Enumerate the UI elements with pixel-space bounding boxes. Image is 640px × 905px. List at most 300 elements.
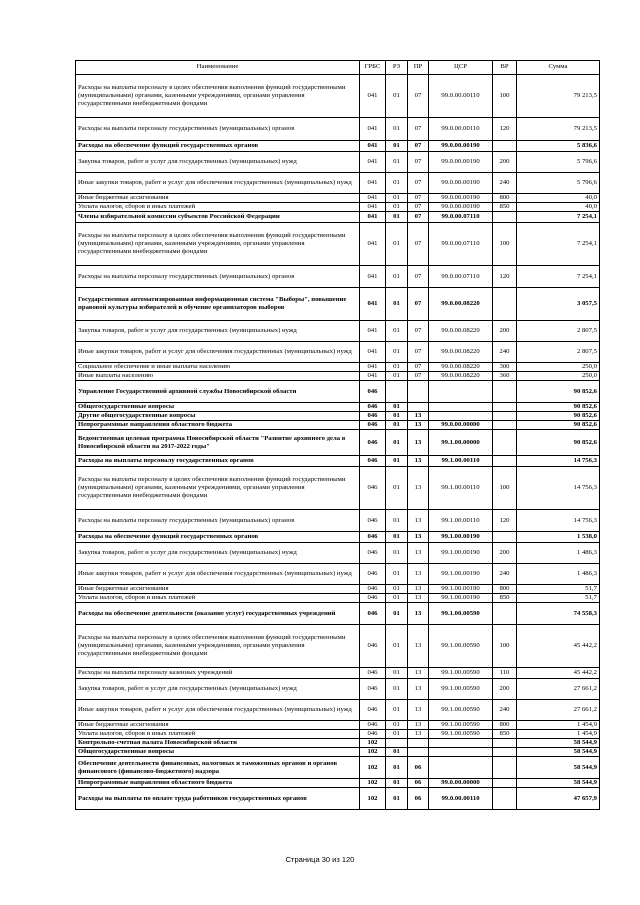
header-sum: Сумма bbox=[517, 61, 600, 75]
cell-rz: 01 bbox=[386, 372, 408, 381]
cell-sum: 7 254,1 bbox=[517, 212, 600, 223]
cell-csr: 99.1.00.00190 bbox=[429, 594, 493, 603]
cell-vr bbox=[493, 779, 517, 788]
cell-pr: 13 bbox=[408, 412, 429, 421]
cell-sum: 5 796,6 bbox=[517, 152, 600, 173]
cell-grbs: 046 bbox=[360, 456, 386, 467]
cell-rz: 01 bbox=[386, 757, 408, 779]
cell-sum: 14 756,3 bbox=[517, 456, 600, 467]
cell-csr: 99.0.00.07110 bbox=[429, 212, 493, 223]
cell-csr: 99.1.00.00110 bbox=[429, 467, 493, 510]
cell-rz: 01 bbox=[386, 421, 408, 430]
table-row bbox=[76, 421, 600, 430]
cell-name: Закупка товаров, работ и услуг для государственных (муниципальных) нужд bbox=[76, 543, 360, 564]
cell-name: Иные бюджетные ассигнования bbox=[76, 585, 360, 594]
cell-vr bbox=[493, 456, 517, 467]
cell-pr: 13 bbox=[408, 730, 429, 739]
cell-pr: 13 bbox=[408, 510, 429, 532]
page-number: Страница 30 из 120 bbox=[285, 855, 355, 864]
cell-grbs: 046 bbox=[360, 564, 386, 585]
cell-vr bbox=[493, 603, 517, 625]
cell-pr: 13 bbox=[408, 532, 429, 543]
cell-rz: 01 bbox=[386, 412, 408, 421]
cell-csr: 99.1.00.00590 bbox=[429, 603, 493, 625]
cell-csr: 99.1.00.00590 bbox=[429, 668, 493, 679]
cell-csr: 99.0.00.00190 bbox=[429, 203, 493, 212]
cell-rz: 01 bbox=[386, 788, 408, 810]
cell-pr: 13 bbox=[408, 679, 429, 700]
cell-rz: 01 bbox=[386, 730, 408, 739]
cell-sum: 14 756,3 bbox=[517, 467, 600, 510]
cell-grbs: 046 bbox=[360, 679, 386, 700]
cell-vr bbox=[493, 403, 517, 412]
cell-csr: 99.0.00.00000 bbox=[429, 421, 493, 430]
cell-pr: 13 bbox=[408, 585, 429, 594]
cell-vr bbox=[493, 757, 517, 779]
cell-grbs: 046 bbox=[360, 668, 386, 679]
cell-name: Государственная автоматизированная информационная система "Выборы", повышение правовой культуры избирателей и обучение организаторов выборов bbox=[76, 288, 360, 321]
table-row bbox=[76, 700, 600, 721]
cell-grbs: 046 bbox=[360, 467, 386, 510]
cell-pr: 13 bbox=[408, 421, 429, 430]
cell-vr: 200 bbox=[493, 679, 517, 700]
cell-name: Закупка товаров, работ и услуг для государственных (муниципальных) нужд bbox=[76, 321, 360, 342]
cell-name: Обеспечение деятельности финансовых, налоговых и таможенных органов и органов финансового (финансово-бюджетного) надзора bbox=[76, 757, 360, 779]
table-row bbox=[76, 585, 600, 594]
cell-name: Расходы на обеспечение функций государственных органов bbox=[76, 532, 360, 543]
cell-vr: 360 bbox=[493, 372, 517, 381]
cell-vr: 850 bbox=[493, 594, 517, 603]
cell-rz: 01 bbox=[386, 266, 408, 288]
cell-sum: 90 852,6 bbox=[517, 430, 600, 456]
cell-pr: 07 bbox=[408, 173, 429, 194]
cell-name: Расходы на выплаты персоналу государственных органов bbox=[76, 456, 360, 467]
cell-pr: 13 bbox=[408, 625, 429, 668]
cell-name: Иные закупки товаров, работ и услуг для обеспечения государственных (муниципальных) нужд bbox=[76, 173, 360, 194]
table-row bbox=[76, 430, 600, 456]
cell-sum: 7 254,1 bbox=[517, 266, 600, 288]
cell-rz: 01 bbox=[386, 342, 408, 363]
cell-pr: 13 bbox=[408, 668, 429, 679]
cell-rz: 01 bbox=[386, 118, 408, 141]
table-row bbox=[76, 721, 600, 730]
table-row bbox=[76, 194, 600, 203]
cell-pr: 07 bbox=[408, 212, 429, 223]
cell-name: Иные бюджетные ассигнования bbox=[76, 721, 360, 730]
cell-grbs: 102 bbox=[360, 757, 386, 779]
cell-pr: 07 bbox=[408, 342, 429, 363]
cell-rz: 01 bbox=[386, 679, 408, 700]
cell-sum: 79 213,5 bbox=[517, 75, 600, 118]
cell-csr: 99.0.00.00110 bbox=[429, 75, 493, 118]
cell-vr: 200 bbox=[493, 321, 517, 342]
cell-grbs: 046 bbox=[360, 381, 386, 403]
cell-sum: 58 544,9 bbox=[517, 739, 600, 748]
cell-vr: 200 bbox=[493, 543, 517, 564]
cell-pr bbox=[408, 739, 429, 748]
cell-vr: 120 bbox=[493, 118, 517, 141]
cell-vr: 120 bbox=[493, 510, 517, 532]
cell-sum: 5 836,6 bbox=[517, 141, 600, 152]
cell-name: Иные закупки товаров, работ и услуг для обеспечения государственных (муниципальных) нужд bbox=[76, 342, 360, 363]
table-row bbox=[76, 739, 600, 748]
cell-sum: 14 756,3 bbox=[517, 510, 600, 532]
table-row bbox=[76, 342, 600, 363]
cell-sum: 47 657,9 bbox=[517, 788, 600, 810]
cell-csr: 99.1.00.00590 bbox=[429, 679, 493, 700]
cell-csr: 99.0.00.00190 bbox=[429, 194, 493, 203]
cell-grbs: 046 bbox=[360, 721, 386, 730]
cell-vr: 100 bbox=[493, 75, 517, 118]
cell-name: Расходы на обеспечение функций государственных органов bbox=[76, 141, 360, 152]
cell-grbs: 041 bbox=[360, 203, 386, 212]
cell-name: Непрограммные направления областного бюджета bbox=[76, 421, 360, 430]
cell-rz: 01 bbox=[386, 700, 408, 721]
cell-name: Закупка товаров, работ и услуг для государственных (муниципальных) нужд bbox=[76, 679, 360, 700]
cell-csr: 99.0.00.08220 bbox=[429, 321, 493, 342]
table-row bbox=[76, 372, 600, 381]
cell-rz: 01 bbox=[386, 625, 408, 668]
table-row bbox=[76, 288, 600, 321]
table-row bbox=[76, 788, 600, 810]
cell-pr: 07 bbox=[408, 223, 429, 266]
cell-vr: 100 bbox=[493, 223, 517, 266]
cell-vr: 110 bbox=[493, 668, 517, 679]
cell-sum: 90 852,6 bbox=[517, 421, 600, 430]
table-row bbox=[76, 467, 600, 510]
cell-rz: 01 bbox=[386, 603, 408, 625]
cell-name: Расходы на выплаты по оплате труда работников государственных органов bbox=[76, 788, 360, 810]
cell-sum: 1 454,9 bbox=[517, 721, 600, 730]
cell-vr: 240 bbox=[493, 342, 517, 363]
cell-pr: 13 bbox=[408, 721, 429, 730]
cell-sum: 1 486,3 bbox=[517, 564, 600, 585]
cell-grbs: 041 bbox=[360, 372, 386, 381]
cell-pr bbox=[408, 403, 429, 412]
cell-grbs: 046 bbox=[360, 625, 386, 668]
table-row bbox=[76, 173, 600, 194]
cell-name: Другие общегосударственные вопросы bbox=[76, 412, 360, 421]
table-row bbox=[76, 118, 600, 141]
cell-name: Социальное обеспечение и иные выплаты населению bbox=[76, 363, 360, 372]
cell-pr: 06 bbox=[408, 788, 429, 810]
cell-sum: 58 544,9 bbox=[517, 757, 600, 779]
cell-pr: 07 bbox=[408, 363, 429, 372]
cell-rz: 01 bbox=[386, 585, 408, 594]
cell-name: Иные закупки товаров, работ и услуг для обеспечения государственных (муниципальных) нужд bbox=[76, 700, 360, 721]
table-row bbox=[76, 403, 600, 412]
cell-vr bbox=[493, 421, 517, 430]
cell-grbs: 041 bbox=[360, 173, 386, 194]
table-row bbox=[76, 266, 600, 288]
cell-csr bbox=[429, 381, 493, 403]
cell-rz: 01 bbox=[386, 748, 408, 757]
table-row bbox=[76, 748, 600, 757]
cell-grbs: 041 bbox=[360, 194, 386, 203]
cell-pr: 13 bbox=[408, 603, 429, 625]
cell-name: Расходы на выплаты персоналу государственных (муниципальных) органов bbox=[76, 118, 360, 141]
cell-rz: 01 bbox=[386, 594, 408, 603]
cell-csr: 99.1.00.00590 bbox=[429, 625, 493, 668]
cell-pr: 07 bbox=[408, 266, 429, 288]
cell-grbs: 046 bbox=[360, 700, 386, 721]
cell-csr bbox=[429, 403, 493, 412]
cell-csr: 99.1.00.00000 bbox=[429, 430, 493, 456]
cell-sum: 7 254,1 bbox=[517, 223, 600, 266]
table-row bbox=[76, 532, 600, 543]
cell-rz: 01 bbox=[386, 141, 408, 152]
cell-grbs: 046 bbox=[360, 510, 386, 532]
cell-name: Расходы на выплаты персоналу в целях обеспечения выполнения функций государственными (муниципальными) органами, казенными учреждениями, органами управления государственными внебюджетными фондами bbox=[76, 625, 360, 668]
table-header-row bbox=[76, 61, 600, 75]
cell-name: Закупка товаров, работ и услуг для государственных (муниципальных) нужд bbox=[76, 152, 360, 173]
header-vr: ВР bbox=[493, 61, 517, 75]
cell-pr: 07 bbox=[408, 288, 429, 321]
cell-rz: 01 bbox=[386, 430, 408, 456]
cell-rz: 01 bbox=[386, 564, 408, 585]
cell-rz: 01 bbox=[386, 75, 408, 118]
cell-vr: 800 bbox=[493, 585, 517, 594]
cell-name: Расходы на выплаты персоналу в целях обеспечения выполнения функций государственными (муниципальными) органами, казенными учреждениями, органами управления государственными внебюджетными фондами bbox=[76, 467, 360, 510]
cell-grbs: 041 bbox=[360, 141, 386, 152]
table-row bbox=[76, 625, 600, 668]
cell-rz: 01 bbox=[386, 779, 408, 788]
cell-rz: 01 bbox=[386, 668, 408, 679]
cell-sum: 40,0 bbox=[517, 203, 600, 212]
table-body bbox=[76, 75, 600, 810]
cell-sum: 250,0 bbox=[517, 363, 600, 372]
cell-sum: 45 442,2 bbox=[517, 625, 600, 668]
cell-grbs: 041 bbox=[360, 342, 386, 363]
cell-name: Уплата налогов, сборов и иных платежей bbox=[76, 203, 360, 212]
cell-vr: 240 bbox=[493, 173, 517, 194]
table-row bbox=[76, 564, 600, 585]
table-row bbox=[76, 668, 600, 679]
cell-sum: 58 544,9 bbox=[517, 748, 600, 757]
cell-rz bbox=[386, 739, 408, 748]
cell-sum: 1 454,9 bbox=[517, 730, 600, 739]
cell-name: Расходы на выплаты персоналу государственных (муниципальных) органов bbox=[76, 510, 360, 532]
cell-rz: 01 bbox=[386, 363, 408, 372]
cell-vr bbox=[493, 381, 517, 403]
cell-sum: 5 796,6 bbox=[517, 173, 600, 194]
cell-pr: 07 bbox=[408, 118, 429, 141]
cell-csr: 99.1.00.00190 bbox=[429, 543, 493, 564]
cell-vr bbox=[493, 748, 517, 757]
cell-grbs: 046 bbox=[360, 585, 386, 594]
cell-vr: 800 bbox=[493, 194, 517, 203]
cell-sum: 90 852,6 bbox=[517, 403, 600, 412]
cell-pr: 07 bbox=[408, 152, 429, 173]
cell-grbs: 041 bbox=[360, 363, 386, 372]
header-rz: РЗ bbox=[386, 61, 408, 75]
cell-csr: 99.1.00.00590 bbox=[429, 700, 493, 721]
cell-rz: 01 bbox=[386, 543, 408, 564]
cell-rz: 01 bbox=[386, 403, 408, 412]
cell-vr bbox=[493, 739, 517, 748]
cell-name: Иные выплаты населению bbox=[76, 372, 360, 381]
cell-vr bbox=[493, 788, 517, 810]
cell-grbs: 102 bbox=[360, 739, 386, 748]
cell-pr bbox=[408, 381, 429, 403]
cell-csr: 99.1.00.00190 bbox=[429, 532, 493, 543]
header-pr: ПР bbox=[408, 61, 429, 75]
cell-csr: 99.1.00.00110 bbox=[429, 510, 493, 532]
cell-grbs: 041 bbox=[360, 212, 386, 223]
cell-name: Контрольно-счетная палата Новосибирской области bbox=[76, 739, 360, 748]
cell-rz: 01 bbox=[386, 721, 408, 730]
cell-vr bbox=[493, 412, 517, 421]
cell-csr: 99.0.00.00190 bbox=[429, 173, 493, 194]
cell-pr: 07 bbox=[408, 321, 429, 342]
cell-pr: 13 bbox=[408, 594, 429, 603]
table-row bbox=[76, 603, 600, 625]
cell-name: Ведомственная целевая программа Новосибирской области "Развитие архивного дела в Новосибирской области на 2017-2022 годы" bbox=[76, 430, 360, 456]
cell-csr: 99.0.00.08220 bbox=[429, 342, 493, 363]
cell-vr: 100 bbox=[493, 467, 517, 510]
cell-pr: 13 bbox=[408, 700, 429, 721]
cell-vr: 100 bbox=[493, 625, 517, 668]
table-row bbox=[76, 730, 600, 739]
table-row bbox=[76, 321, 600, 342]
cell-pr: 07 bbox=[408, 203, 429, 212]
cell-pr: 07 bbox=[408, 372, 429, 381]
cell-csr: 99.0.00.08220 bbox=[429, 288, 493, 321]
cell-grbs: 041 bbox=[360, 118, 386, 141]
cell-vr: 200 bbox=[493, 152, 517, 173]
cell-grbs: 102 bbox=[360, 779, 386, 788]
cell-pr: 06 bbox=[408, 779, 429, 788]
cell-csr: 99.0.00.00110 bbox=[429, 788, 493, 810]
cell-name: Расходы на выплаты персоналу в целях обеспечения выполнения функций государственными (муниципальными) органами, казенными учреждениями, органами управления государственными внебюджетными фондами bbox=[76, 223, 360, 266]
cell-sum: 45 442,2 bbox=[517, 668, 600, 679]
cell-grbs: 041 bbox=[360, 152, 386, 173]
cell-vr: 240 bbox=[493, 700, 517, 721]
cell-csr: 99.0.00.08220 bbox=[429, 363, 493, 372]
table-row bbox=[76, 363, 600, 372]
cell-rz: 01 bbox=[386, 203, 408, 212]
cell-vr bbox=[493, 141, 517, 152]
cell-name: Иные закупки товаров, работ и услуг для обеспечения государственных (муниципальных) нужд bbox=[76, 564, 360, 585]
cell-rz: 01 bbox=[386, 152, 408, 173]
table-row bbox=[76, 152, 600, 173]
cell-rz: 01 bbox=[386, 288, 408, 321]
table-row bbox=[76, 75, 600, 118]
cell-csr: 99.0.00.00190 bbox=[429, 141, 493, 152]
cell-rz: 01 bbox=[386, 532, 408, 543]
cell-sum: 1 538,0 bbox=[517, 532, 600, 543]
cell-name: Общегосударственные вопросы bbox=[76, 403, 360, 412]
cell-csr: 99.0.00.00190 bbox=[429, 152, 493, 173]
cell-grbs: 046 bbox=[360, 403, 386, 412]
table-row bbox=[76, 412, 600, 421]
budget-table bbox=[75, 60, 600, 810]
cell-vr: 850 bbox=[493, 203, 517, 212]
cell-rz: 01 bbox=[386, 173, 408, 194]
cell-rz: 01 bbox=[386, 212, 408, 223]
cell-name: Расходы на выплаты персоналу казенных учреждений bbox=[76, 668, 360, 679]
table-row bbox=[76, 679, 600, 700]
cell-csr: 99.1.00.00590 bbox=[429, 730, 493, 739]
cell-name: Общегосударственные вопросы bbox=[76, 748, 360, 757]
cell-name: Уплата налогов, сборов и иных платежей bbox=[76, 730, 360, 739]
table-row bbox=[76, 212, 600, 223]
cell-grbs: 041 bbox=[360, 288, 386, 321]
cell-grbs: 041 bbox=[360, 223, 386, 266]
cell-vr bbox=[493, 212, 517, 223]
cell-name: Расходы на выплаты персоналу государственных (муниципальных) органов bbox=[76, 266, 360, 288]
cell-grbs: 046 bbox=[360, 543, 386, 564]
cell-csr: 99.0.00.00000 bbox=[429, 779, 493, 788]
cell-csr: 99.0.00.08220 bbox=[429, 372, 493, 381]
cell-csr bbox=[429, 748, 493, 757]
cell-grbs: 102 bbox=[360, 788, 386, 810]
cell-sum: 40,0 bbox=[517, 194, 600, 203]
cell-pr bbox=[408, 748, 429, 757]
cell-sum: 58 544,9 bbox=[517, 779, 600, 788]
cell-rz: 01 bbox=[386, 456, 408, 467]
cell-csr: 99.1.00.00190 bbox=[429, 585, 493, 594]
cell-vr: 850 bbox=[493, 730, 517, 739]
cell-csr: 99.1.00.00590 bbox=[429, 721, 493, 730]
cell-pr: 07 bbox=[408, 75, 429, 118]
cell-name: Непрограммные направления областного бюджета bbox=[76, 779, 360, 788]
cell-grbs: 046 bbox=[360, 594, 386, 603]
cell-name: Члены избирательной комиссии субъектов Российской Федерации bbox=[76, 212, 360, 223]
cell-sum: 2 807,5 bbox=[517, 342, 600, 363]
table-row bbox=[76, 594, 600, 603]
cell-pr: 06 bbox=[408, 757, 429, 779]
cell-grbs: 102 bbox=[360, 748, 386, 757]
cell-grbs: 046 bbox=[360, 532, 386, 543]
header-name: Наименование bbox=[76, 61, 360, 75]
cell-rz: 01 bbox=[386, 510, 408, 532]
cell-sum: 3 057,5 bbox=[517, 288, 600, 321]
table-row bbox=[76, 381, 600, 403]
cell-grbs: 041 bbox=[360, 321, 386, 342]
table-row bbox=[76, 203, 600, 212]
cell-csr bbox=[429, 739, 493, 748]
cell-grbs: 046 bbox=[360, 603, 386, 625]
cell-csr: 99.0.00.00110 bbox=[429, 118, 493, 141]
cell-csr: 99.1.00.00110 bbox=[429, 456, 493, 467]
cell-vr bbox=[493, 430, 517, 456]
cell-vr: 240 bbox=[493, 564, 517, 585]
table-row bbox=[76, 141, 600, 152]
cell-vr: 800 bbox=[493, 721, 517, 730]
cell-name: Иные бюджетные ассигнования bbox=[76, 194, 360, 203]
cell-vr: 300 bbox=[493, 363, 517, 372]
cell-csr: 99.1.00.00190 bbox=[429, 564, 493, 585]
cell-sum: 2 807,5 bbox=[517, 321, 600, 342]
cell-csr: 99.0.00.07110 bbox=[429, 223, 493, 266]
cell-sum: 27 661,2 bbox=[517, 700, 600, 721]
cell-pr: 13 bbox=[408, 430, 429, 456]
cell-rz: 01 bbox=[386, 223, 408, 266]
cell-sum: 1 486,3 bbox=[517, 543, 600, 564]
cell-sum: 27 661,2 bbox=[517, 679, 600, 700]
cell-sum: 51,7 bbox=[517, 585, 600, 594]
cell-csr: 99.0.00.07110 bbox=[429, 266, 493, 288]
cell-vr: 120 bbox=[493, 266, 517, 288]
cell-name: Расходы на обеспечение деятельности (оказание услуг) государственных учреждений bbox=[76, 603, 360, 625]
table-row bbox=[76, 543, 600, 564]
cell-vr bbox=[493, 288, 517, 321]
cell-name: Управление Государственной архивной службы Новосибирской области bbox=[76, 381, 360, 403]
cell-sum: 90 852,6 bbox=[517, 412, 600, 421]
cell-csr bbox=[429, 757, 493, 779]
cell-pr: 13 bbox=[408, 543, 429, 564]
